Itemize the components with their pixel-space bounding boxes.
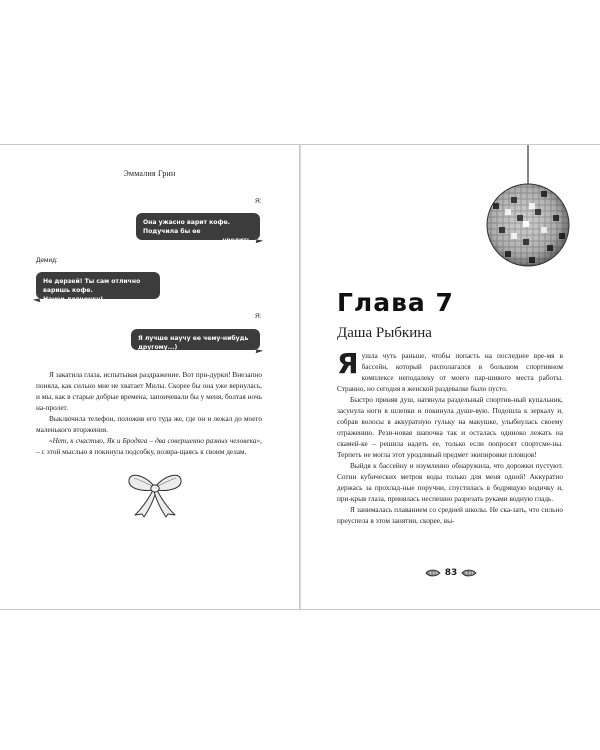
left-body-text (36, 369, 262, 457)
drop-cap: Я (337, 347, 359, 380)
paragraph: Выйдя к бассейну и изумленно обнаружила, что дорожки пустуют. Сотни кубических метров воды только для меня одной! Аккуратно держась за прохлад-ные поручни, спустилась в бодрящую водичку и, при-крыв глаза, принялась неспешно разрезать руками водную гладь. (337, 461, 563, 503)
chat-bubble-incoming (36, 272, 160, 303)
bubble-line: Не дерзей! Ты сам отлично варишь кофе. (43, 278, 141, 294)
bubble-line: Я лучше научу ее чему-нибудь другому...) (138, 335, 249, 351)
message-speaker: Я: (255, 313, 262, 320)
left-page (0, 145, 299, 609)
paragraph: Я занималась плаванием со средней школы. Не ска-зать, что сильно преуспела в этом занятии, скорее, вы- (337, 505, 563, 525)
shell-ornament-icon (425, 568, 441, 578)
chat-bubble-outgoing (131, 329, 260, 350)
paragraph-quote (36, 435, 262, 457)
page-number: 83 (444, 568, 458, 578)
message-speaker: Я: (255, 198, 262, 205)
paragraph: Быстро приняв душ, натянула раздельный спортив-ный купальник, засунула ноги в шлепки и покинула душе-вую. Подошла к зеркалу и, собрав волосы в аккуратную гульку на макушке, улыбнулась своему отражению. Рези-новая шапочка так и осталась одиноко лежать на скамей-ке – решила надеть ее, только если попросят спортсме-ны. Терпеть не могла этот уродливый предмет экипировки пловцов! (337, 395, 563, 459)
chapter-title: Глава 7 (337, 288, 454, 317)
quote-rest: , – с этой мыслью я покинула подсобку, возвра-щаясь к своим делам. (36, 436, 262, 456)
paragraph: Выключила телефон, положив его туда же, где он и лежал до моего маленького вторжения. (36, 414, 262, 434)
chat-bubble-outgoing (136, 213, 260, 244)
right-page (301, 145, 600, 609)
disco-ball-icon (479, 145, 579, 270)
first-paragraph-text: ушла чуть раньше, чтобы попасть на последнее вре-мя в бассейн, который располагался в большом спортивном комплексе неподалеку от моего пар-шивого места работы. Странно, но сегодня в женской раздевалке было пусто. (337, 351, 563, 393)
bubble-line: Она ужасно варит кофе. Подучила бы ее (143, 219, 230, 235)
shell-ornament-icon (461, 568, 477, 578)
book-spread (0, 144, 600, 610)
paragraph-first (337, 347, 563, 394)
right-body-text (337, 347, 563, 526)
bubble-line: Научи девчонку! (43, 296, 104, 303)
quote-italic: «Нет, к счастью, Як и Бродяга – два совершенно разных человека» (49, 436, 261, 445)
running-head: Эммалия Грин (123, 169, 176, 178)
bubble-line: уволить. (222, 237, 253, 244)
message-speaker: Демид: (36, 257, 58, 264)
page-number-block (411, 565, 491, 581)
chapter-author: Даша Рыбкина (337, 325, 432, 341)
paragraph: Я закатила глаза, испытывая раздражение. Вот при-дурки! Внезапно поняла, как сильно мне не хватает Милы. Скорее бы она уже вернулась, и мы, как в старые добрые времена, запоичевали бы у меня, болтая ночь на-пролет. (36, 370, 262, 412)
bow-icon (126, 470, 184, 518)
